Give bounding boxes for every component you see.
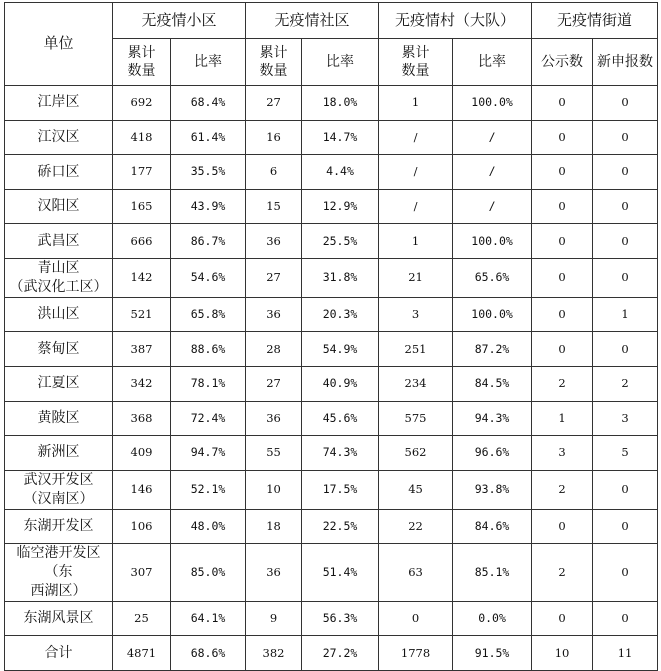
table-row: [5, 258, 658, 297]
community-count-cell: 342: [113, 366, 171, 401]
street-publicized-cell: 0: [532, 258, 593, 297]
neighborhood-count-cell: 18: [246, 509, 302, 544]
header-group-village: 无疫情村（大队）: [379, 3, 532, 39]
village-rate-cell: 0.0%: [453, 601, 532, 636]
community-rate-cell: 35.5%: [171, 155, 246, 190]
community-count-cell: 387: [113, 332, 171, 367]
unit-name-line: 合计: [44, 644, 73, 661]
unit-name-line: 东湖开发区: [23, 517, 94, 534]
neighborhood-rate-cell: 25.5%: [302, 224, 379, 259]
street-new-applications-cell: 0: [593, 509, 658, 544]
street-publicized-cell: 2: [532, 544, 593, 602]
table-row: [5, 470, 658, 509]
unit-name-cell: [5, 189, 113, 224]
unit-name-line: 武汉开发区: [23, 471, 94, 488]
unit-name-line: 江夏区: [37, 375, 80, 392]
unit-name-line: （武汉化工区）: [9, 278, 108, 295]
neighborhood-count-cell: 9: [246, 601, 302, 636]
village-rate-cell: /: [453, 155, 532, 190]
village-count-cell: 575: [379, 401, 453, 436]
community-rate-cell: 64.1%: [171, 601, 246, 636]
street-publicized-cell: 0: [532, 601, 593, 636]
community-rate-cell: 48.0%: [171, 509, 246, 544]
neighborhood-rate-cell: 31.8%: [302, 258, 379, 297]
village-rate-cell: 84.5%: [453, 366, 532, 401]
unit-name-cell: [5, 470, 113, 509]
village-count-cell: 0: [379, 601, 453, 636]
neighborhood-count-cell: 36: [246, 401, 302, 436]
community-count-cell: 142: [113, 258, 171, 297]
village-count-cell: 21: [379, 258, 453, 297]
header-cumulative-line: 累计 数量: [113, 39, 171, 86]
table-row: [5, 401, 658, 436]
village-count-cell: 234: [379, 366, 453, 401]
village-rate-cell: 91.5%: [453, 636, 532, 671]
community-rate-cell: 52.1%: [171, 470, 246, 509]
community-rate-cell: 54.6%: [171, 258, 246, 297]
table-row: [5, 509, 658, 544]
village-rate-cell: 96.6%: [453, 436, 532, 471]
epidemic-free-stats-table: [4, 2, 658, 671]
street-publicized-cell: 0: [532, 155, 593, 190]
neighborhood-count-cell: 27: [246, 86, 302, 121]
header-group-neighborhood: 无疫情社区: [246, 3, 379, 39]
neighborhood-count-cell: 36: [246, 297, 302, 332]
village-rate-cell: 100.0%: [453, 297, 532, 332]
street-new-applications-cell: 0: [593, 86, 658, 121]
village-rate-cell: 85.1%: [453, 544, 532, 602]
neighborhood-count-cell: 28: [246, 332, 302, 367]
table-body: [5, 86, 658, 671]
unit-name-cell: [5, 509, 113, 544]
neighborhood-rate-cell: 54.9%: [302, 332, 379, 367]
street-publicized-cell: 0: [532, 332, 593, 367]
street-new-applications-cell: 1: [593, 297, 658, 332]
unit-name-cell: [5, 436, 113, 471]
street-new-applications-cell: 0: [593, 332, 658, 367]
unit-name-cell: [5, 544, 113, 602]
header-cumulative-line: 累计 数量: [246, 39, 302, 86]
street-publicized-cell: 2: [532, 366, 593, 401]
village-rate-cell: 84.6%: [453, 509, 532, 544]
unit-name-cell: [5, 332, 113, 367]
neighborhood-rate-cell: 14.7%: [302, 120, 379, 155]
community-count-cell: 25: [113, 601, 171, 636]
community-rate-cell: 86.7%: [171, 224, 246, 259]
street-publicized-cell: 0: [532, 224, 593, 259]
village-rate-cell: 100.0%: [453, 86, 532, 121]
neighborhood-count-cell: 27: [246, 366, 302, 401]
table-row: [5, 636, 658, 671]
table-row: [5, 224, 658, 259]
village-rate-cell: 93.8%: [453, 470, 532, 509]
neighborhood-rate-cell: 12.9%: [302, 189, 379, 224]
village-count-cell: /: [379, 189, 453, 224]
street-new-applications-cell: 0: [593, 120, 658, 155]
village-count-cell: 562: [379, 436, 453, 471]
table-row: [5, 601, 658, 636]
village-rate-cell: 100.0%: [453, 224, 532, 259]
header-cumulative-line: 累计 数量: [379, 39, 453, 86]
street-publicized-cell: 0: [532, 189, 593, 224]
neighborhood-count-cell: 36: [246, 224, 302, 259]
neighborhood-rate-cell: 56.3%: [302, 601, 379, 636]
community-rate-cell: 78.1%: [171, 366, 246, 401]
header-new-applications: 新申报数: [593, 39, 658, 86]
unit-name-line: 新洲区: [37, 444, 80, 461]
community-rate-cell: 88.6%: [171, 332, 246, 367]
table-row: [5, 332, 658, 367]
street-new-applications-cell: 5: [593, 436, 658, 471]
community-rate-cell: 43.9%: [171, 189, 246, 224]
street-publicized-cell: 0: [532, 509, 593, 544]
village-count-cell: 251: [379, 332, 453, 367]
community-count-cell: 521: [113, 297, 171, 332]
village-count-cell: 45: [379, 470, 453, 509]
village-rate-cell: 94.3%: [453, 401, 532, 436]
header-row-top: [5, 3, 658, 39]
street-new-applications-cell: 0: [593, 224, 658, 259]
neighborhood-count-cell: 27: [246, 258, 302, 297]
street-publicized-cell: 1: [532, 401, 593, 436]
community-count-cell: 106: [113, 509, 171, 544]
neighborhood-rate-cell: 40.9%: [302, 366, 379, 401]
unit-name-line: 西湖区）: [30, 582, 87, 599]
table-row: [5, 544, 658, 602]
village-count-cell: 3: [379, 297, 453, 332]
community-count-cell: 165: [113, 189, 171, 224]
street-publicized-cell: 0: [532, 86, 593, 121]
unit-name-line: 汉阳区: [37, 198, 80, 215]
header-rate: 比率: [453, 39, 532, 86]
community-count-cell: 4871: [113, 636, 171, 671]
village-rate-cell: 65.6%: [453, 258, 532, 297]
community-rate-cell: 68.4%: [171, 86, 246, 121]
neighborhood-count-cell: 16: [246, 120, 302, 155]
community-count-cell: 418: [113, 120, 171, 155]
community-count-cell: 666: [113, 224, 171, 259]
table-row: [5, 155, 658, 190]
unit-name-line: 武昌区: [37, 232, 80, 249]
community-rate-cell: 94.7%: [171, 436, 246, 471]
header-group-community: 无疫情小区: [113, 3, 246, 39]
village-rate-cell: /: [453, 120, 532, 155]
unit-name-cell: [5, 297, 113, 332]
village-count-cell: 1: [379, 86, 453, 121]
neighborhood-count-cell: 10: [246, 470, 302, 509]
neighborhood-count-cell: 55: [246, 436, 302, 471]
neighborhood-rate-cell: 27.2%: [302, 636, 379, 671]
neighborhood-count-cell: 6: [246, 155, 302, 190]
table-row: [5, 436, 658, 471]
table-row: [5, 297, 658, 332]
unit-name-line: 江汉区: [37, 128, 80, 145]
street-new-applications-cell: 2: [593, 366, 658, 401]
table-row: [5, 366, 658, 401]
table-row: [5, 120, 658, 155]
village-count-cell: /: [379, 155, 453, 190]
community-rate-cell: 65.8%: [171, 297, 246, 332]
street-publicized-cell: 3: [532, 436, 593, 471]
street-new-applications-cell: 0: [593, 544, 658, 602]
village-count-cell: 63: [379, 544, 453, 602]
neighborhood-rate-cell: 22.5%: [302, 509, 379, 544]
unit-name-line: 临空港开发区（东: [16, 545, 101, 580]
community-count-cell: 409: [113, 436, 171, 471]
street-new-applications-cell: 0: [593, 258, 658, 297]
unit-name-cell: [5, 601, 113, 636]
unit-name-cell: [5, 636, 113, 671]
neighborhood-rate-cell: 51.4%: [302, 544, 379, 602]
unit-name-cell: [5, 224, 113, 259]
community-rate-cell: 72.4%: [171, 401, 246, 436]
street-new-applications-cell: 0: [593, 601, 658, 636]
neighborhood-count-cell: 382: [246, 636, 302, 671]
header-unit: 单位: [5, 3, 113, 86]
unit-name-line: 东湖风景区: [23, 610, 94, 627]
unit-name-cell: [5, 155, 113, 190]
village-rate-cell: /: [453, 189, 532, 224]
unit-name-line: （汉南区）: [23, 490, 94, 507]
village-count-cell: 1: [379, 224, 453, 259]
community-rate-cell: 61.4%: [171, 120, 246, 155]
neighborhood-rate-cell: 74.3%: [302, 436, 379, 471]
street-new-applications-cell: 3: [593, 401, 658, 436]
table-row: [5, 189, 658, 224]
community-count-cell: 177: [113, 155, 171, 190]
community-count-cell: 307: [113, 544, 171, 602]
unit-name-cell: [5, 86, 113, 121]
community-rate-cell: 68.6%: [171, 636, 246, 671]
unit-name-line: 黄陂区: [37, 409, 80, 426]
community-count-cell: 146: [113, 470, 171, 509]
unit-name-cell: [5, 401, 113, 436]
street-new-applications-cell: 0: [593, 470, 658, 509]
neighborhood-rate-cell: 18.0%: [302, 86, 379, 121]
unit-name-line: 硚口区: [37, 163, 80, 180]
neighborhood-rate-cell: 45.6%: [302, 401, 379, 436]
community-rate-cell: 85.0%: [171, 544, 246, 602]
community-count-cell: 368: [113, 401, 171, 436]
unit-name-cell: [5, 258, 113, 297]
unit-name-line: 青山区: [37, 259, 80, 276]
unit-name-cell: [5, 120, 113, 155]
neighborhood-count-cell: 15: [246, 189, 302, 224]
street-publicized-cell: 10: [532, 636, 593, 671]
community-count-cell: 692: [113, 86, 171, 121]
village-count-cell: 22: [379, 509, 453, 544]
street-publicized-cell: 2: [532, 470, 593, 509]
neighborhood-rate-cell: 4.4%: [302, 155, 379, 190]
header-publicized: 公示数: [532, 39, 593, 86]
neighborhood-rate-cell: 17.5%: [302, 470, 379, 509]
street-new-applications-cell: 0: [593, 155, 658, 190]
village-count-cell: 1778: [379, 636, 453, 671]
header-rate: 比率: [302, 39, 379, 86]
village-rate-cell: 87.2%: [453, 332, 532, 367]
neighborhood-count-cell: 36: [246, 544, 302, 602]
street-new-applications-cell: 11: [593, 636, 658, 671]
unit-name-line: 蔡甸区: [37, 340, 80, 357]
header-rate: 比率: [171, 39, 246, 86]
table-row: [5, 86, 658, 121]
unit-name-cell: [5, 366, 113, 401]
header-group-street: 无疫情街道: [532, 3, 658, 39]
neighborhood-rate-cell: 20.3%: [302, 297, 379, 332]
street-publicized-cell: 0: [532, 120, 593, 155]
street-publicized-cell: 0: [532, 297, 593, 332]
street-new-applications-cell: 0: [593, 189, 658, 224]
village-count-cell: /: [379, 120, 453, 155]
unit-name-line: 洪山区: [37, 306, 80, 323]
unit-name-line: 江岸区: [37, 94, 80, 111]
